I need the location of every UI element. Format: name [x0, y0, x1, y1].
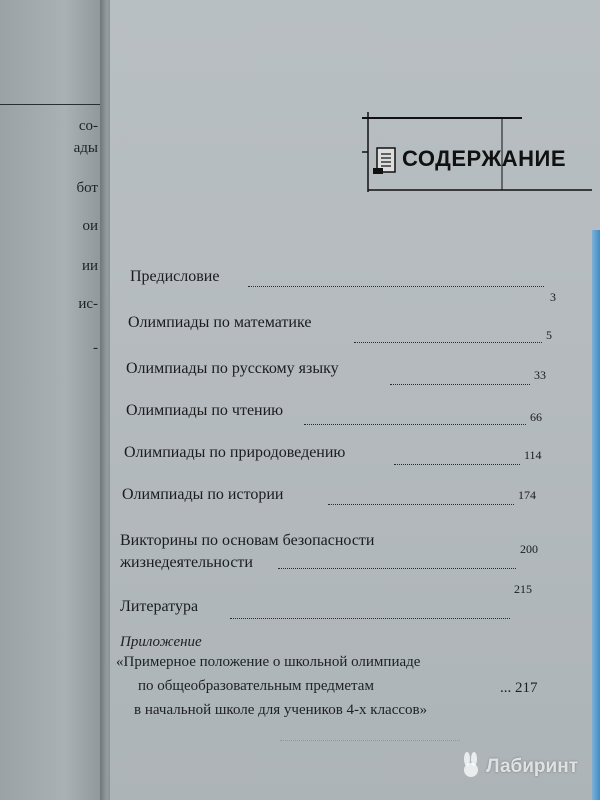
toc-leader-dots: [394, 446, 520, 465]
toc-entry-label: Олимпиады по чтению: [126, 402, 284, 419]
toc-entry-label: Предисловие: [130, 268, 220, 285]
left-text-fragment: бот: [76, 180, 98, 196]
left-text-fragment: ои: [82, 218, 98, 234]
toc-page-number: 33: [534, 368, 546, 382]
toc-page-number: 66: [530, 410, 542, 424]
toc-page-number: 3: [550, 290, 556, 304]
appendix-line: по общеобразовательным предметам: [138, 678, 374, 694]
toc-page-number: 174: [518, 488, 536, 502]
toc-leader-dots: [328, 486, 514, 505]
appendix-line: «Примерное положение о школьной олимпиаде: [116, 654, 421, 670]
toc-entry-label: Олимпиады по истории: [122, 486, 284, 503]
page-title: СОДЕРЖАНИЕ: [402, 146, 567, 171]
left-page: [0, 0, 108, 800]
toc-entry-label: Викторины по основам безопасности: [120, 532, 375, 549]
watermark: Лабиринт: [486, 756, 578, 777]
toc-page-number: 114: [524, 448, 542, 462]
document-icon: [373, 146, 399, 176]
toc-leader-dots: [304, 406, 526, 425]
left-divider: [0, 104, 100, 105]
toc-leader-dots: [390, 366, 530, 385]
toc-leader-dots: [230, 600, 510, 619]
left-text-fragment: ис-: [78, 296, 98, 312]
left-text-fragment: ады: [73, 140, 98, 156]
toc-page-number: 200: [520, 542, 538, 556]
toc-entry-label: Олимпиады по природоведению: [124, 444, 346, 461]
appendix-heading: Приложение: [120, 634, 202, 650]
toc-page-number: 5: [546, 328, 552, 342]
toc-entry-label-continued: жизнедеятельности: [120, 554, 253, 571]
toc-entry-label: Литература: [120, 598, 199, 615]
toc-leader-dots: [278, 550, 516, 569]
toc-entry-label: Олимпиады по русскому языку: [126, 360, 339, 377]
appendix-line: в начальной школе для учеников 4-х классов»: [134, 702, 428, 718]
appendix-page-number: ... 217: [500, 680, 538, 696]
right-page: [110, 0, 600, 800]
faded-text-line: [280, 730, 460, 741]
left-text-fragment: ии: [81, 258, 98, 274]
background-edge: [592, 230, 600, 800]
toc-leader-dots: [248, 268, 544, 287]
rabbit-icon: [460, 752, 482, 778]
left-text-fragment: -: [93, 340, 98, 356]
toc-leader-dots: [354, 324, 542, 343]
toc-entry-label: Олимпиады по математике: [128, 314, 312, 331]
toc-page-number: 215: [514, 582, 532, 596]
left-text-fragment: со-: [78, 118, 98, 134]
